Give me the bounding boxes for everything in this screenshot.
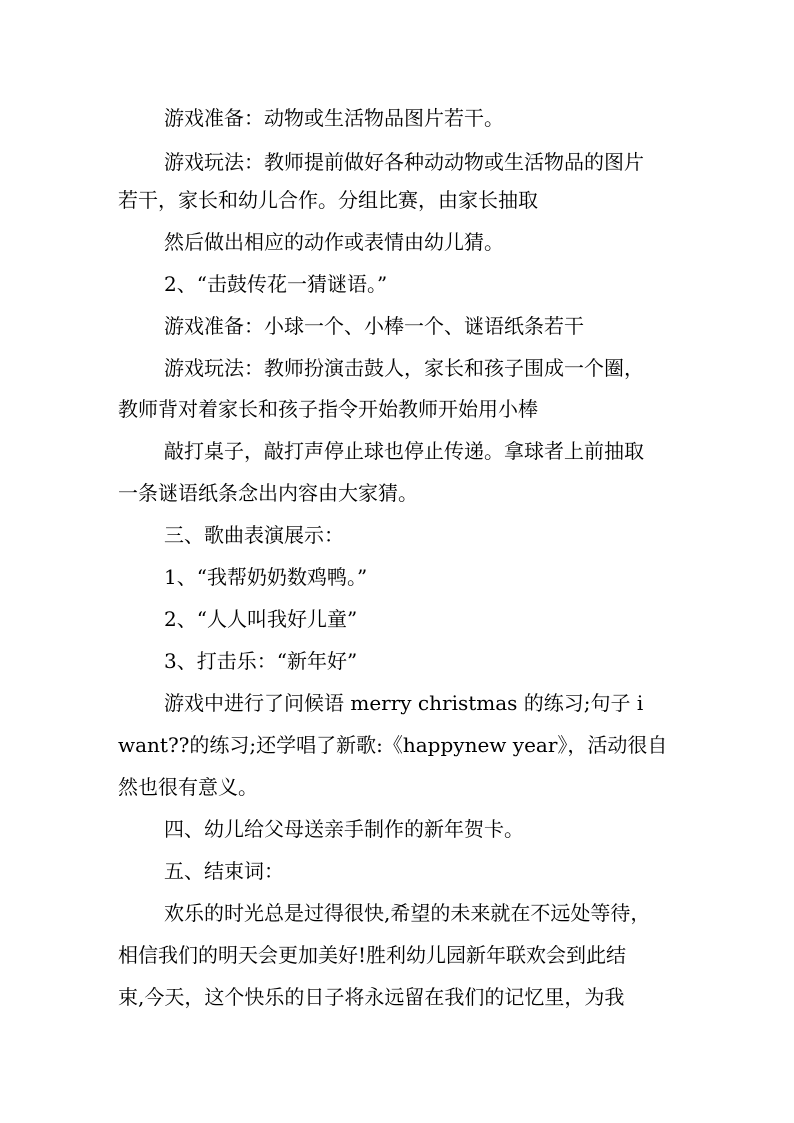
text-line: 教师背对着家长和孩子指令开始教师开始用小棒: [118, 397, 538, 421]
text-line: 欢乐的时光总是过得很快,希望的未来就在不远处等待，: [164, 901, 651, 925]
text-line: 游戏玩法：教师提前做好各种动动物或生活物品的图片: [164, 150, 644, 174]
text-line: want??的练习;还学唱了新歌:《happynew year》，活动很自: [118, 733, 668, 757]
text-line: 游戏中进行了问候语 merry christmas 的练习;句子 i: [164, 691, 644, 715]
text-line: 一条谜语纸条念出内容由大家猜。: [118, 481, 418, 505]
text-line: 然后做出相应的动作或表情由幼儿猜。: [164, 230, 504, 254]
text-line: 然也很有意义。: [118, 775, 258, 799]
text-line: 1、“我帮奶奶数鸡鸭。”: [164, 565, 368, 589]
text-line: 若干，家长和幼儿合作。分组比赛，由家长抽取: [118, 188, 538, 212]
text-line: 游戏玩法：教师扮演击鼓人，家长和孩子围成一个圈，: [164, 356, 644, 380]
text-line: 四、幼儿给父母送亲手制作的新年贺卡。: [164, 817, 524, 841]
text-line: 五、结束词：: [164, 859, 284, 883]
text-line: 2、“击鼓传花一猜谜语。”: [164, 272, 388, 296]
text-line: 敲打桌子，敲打声停止球也停止传递。拿球者上前抽取: [164, 439, 644, 463]
text-line: 束,今天，这个快乐的日子将永远留在我们的记忆里，为我: [118, 985, 625, 1009]
text-line: 2、“人人叫我好儿童”: [164, 607, 358, 631]
text-line: 三、歌曲表演展示：: [164, 523, 344, 547]
text-line: 游戏准备：小球一个、小棒一个、谜语纸条若干: [164, 314, 584, 338]
text-line: 游戏准备：动物或生活物品图片若干。: [164, 106, 504, 130]
text-line: 3、打击乐：“新年好”: [164, 649, 358, 673]
text-line: 相信我们的明天会更加美好!胜利幼儿园新年联欢会到此结: [118, 943, 627, 967]
